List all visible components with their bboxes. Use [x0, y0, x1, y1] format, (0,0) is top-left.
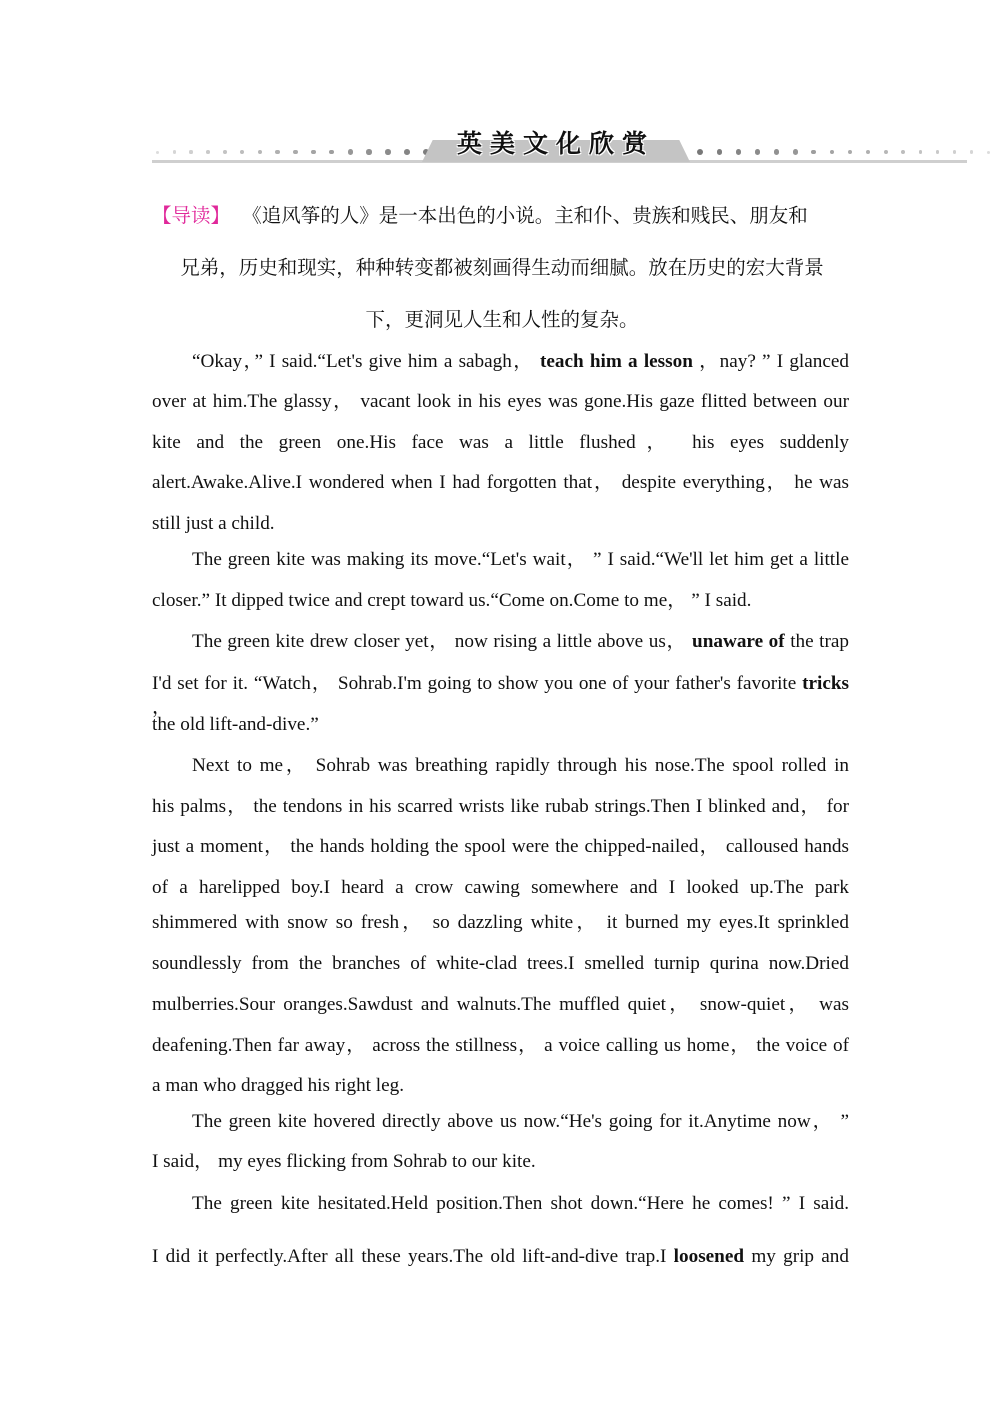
intro-block [152, 190, 852, 346]
banner-dot [366, 149, 371, 154]
passage-line [152, 1150, 849, 1174]
passage-text: I did it perfectly.After all these years.The old lift-and-dive trap.I [152, 1246, 674, 1267]
banner-dot [258, 150, 262, 154]
passage-text: I said， my eyes flicking from Sohrab to our kite. [152, 1151, 536, 1172]
banner-dot [830, 150, 835, 155]
passage-line [152, 1245, 849, 1269]
passage-text: my grip and [751, 1246, 849, 1267]
passage-line [152, 548, 849, 572]
banner-dot [866, 150, 870, 154]
passage-line [152, 952, 849, 976]
passage-line [152, 713, 849, 737]
banner-dot [717, 149, 723, 155]
passage-line [152, 350, 849, 374]
passage-text: ， [152, 697, 172, 718]
passage-line [152, 471, 849, 495]
passage-line [152, 630, 849, 654]
passage-line [152, 431, 849, 455]
banner-dot [793, 149, 798, 154]
banner-dot [240, 150, 244, 154]
banner-dot [970, 150, 973, 153]
banner-dot [755, 149, 760, 154]
passage-text: of a harelipped boy.I heard a crow cawing somewhere and I looked up.The park [152, 877, 849, 898]
banner-dot [329, 150, 334, 155]
banner-dot [936, 150, 940, 154]
banner-dot [736, 149, 742, 155]
vocab-highlight: loosened [673, 1246, 752, 1267]
passage-text: over at him.The glassy， vacant look in his eyes was gone.His gaze flitted between our [152, 391, 849, 412]
intro-line-2: 兄弟，历史和现实，种种转变都被刻画得生动而细腻。放在历史的宏大背景 [180, 256, 824, 279]
passage-text: his palms， the tendons in his scarred wrists like rubab strings.Then I blinked and， for [152, 796, 849, 817]
vocab-highlight: unaware of [692, 631, 791, 652]
banner-dot [275, 150, 279, 154]
passage-line [152, 1192, 849, 1216]
vocab-highlight: teach him a lesson [540, 351, 700, 372]
banner-dot [774, 149, 779, 154]
banner-dot [848, 150, 853, 155]
banner-dot [919, 150, 923, 154]
banner-dot [697, 149, 703, 155]
passage-text: The green kite drew closer yet， now rising a little above us， [192, 631, 693, 652]
passage-text: the old lift-and-dive.” [152, 714, 319, 735]
passage-text: the trap [790, 631, 850, 652]
banner-dot [348, 149, 353, 154]
passage-text: shimmered with snow so fresh， so dazzling white， it burned my eyes.It sprinkled [152, 912, 849, 933]
banner-dot [987, 151, 990, 154]
banner-dot [311, 150, 316, 155]
passage-text: The green kite hesitated.Held position.Then shot down.“Here he comes! ” I said. [192, 1193, 849, 1214]
passage-line [152, 1074, 849, 1098]
passage-text: The green kite hovered directly above us now.“He's going for it.Anytime now， ” [192, 1111, 849, 1132]
passage-line [152, 835, 849, 859]
section-title: 英美文化欣赏 [456, 129, 655, 158]
passage-line [152, 876, 849, 900]
intro-tag: 【导读】 [152, 204, 231, 227]
passage-text: Next to me， Sohrab was breathing rapidly through his nose.The spool rolled in [192, 755, 849, 776]
banner-dot [206, 150, 210, 154]
passage-line [152, 754, 849, 778]
passage-text: alert.Awake.Alive.I wondered when I had forgotten that， despite everything， he was [152, 472, 849, 493]
passage-text: kite and the green one.His face was a little flushed， his eyes suddenly [152, 432, 849, 453]
banner-dot [901, 150, 905, 154]
passage-line [152, 512, 849, 536]
passage-line [152, 1034, 849, 1058]
banner-dot [385, 149, 390, 154]
banner-dot [404, 149, 410, 155]
passage-line [152, 1110, 849, 1134]
banner-dots-left [156, 148, 449, 156]
banner-dot [811, 150, 816, 155]
passage-line [152, 911, 849, 935]
intro-text-1: 《追风筝的人》是一本出色的小说。主和仆、贵族和贱民、朋友和 [252, 204, 808, 227]
banner-dot [223, 150, 227, 154]
vocab-highlight: tricks [802, 673, 849, 694]
banner-dot [953, 150, 956, 153]
passage-text: deafening.Then far away， across the stillness， a voice calling us home， the voice of [152, 1035, 849, 1056]
banner-dot [173, 150, 176, 153]
section-banner [152, 126, 967, 166]
passage-text: I'd set for it. “Watch， Sohrab.I'm going to show you one of your father's favorite [152, 673, 803, 694]
intro-line-1 [152, 190, 852, 242]
passage-line [152, 795, 849, 819]
banner-dot [156, 151, 159, 154]
banner-dot [884, 150, 888, 154]
banner-dot [189, 150, 192, 153]
banner-dot [293, 150, 298, 155]
passage-line [152, 672, 849, 718]
passage-text: just a moment， the hands holding the spool were the chipped-nailed， calloused hands [152, 836, 849, 857]
passage-text: closer.” It dipped twice and crept toward us.“Come on.Come to me， ” I said. [152, 590, 752, 611]
passage-text: ，nay? ” I glanced [699, 351, 849, 372]
passage-line [152, 589, 849, 613]
passage-text: a man who dragged his right leg. [152, 1075, 405, 1096]
banner-dots-right [697, 148, 990, 156]
passage-text: The green kite was making its move.“Let's wait， ” I said.“We'll let him get a little [192, 549, 849, 570]
passage-text: soundlessly from the branches of white-clad trees.I smelled turnip qurina now.Dried [152, 953, 849, 974]
passage-text: “Okay，” I said.“Let's give him a sabagh， [192, 351, 541, 372]
passage-line [152, 390, 849, 414]
passage-text: still just a child. [152, 513, 275, 534]
passage-line [152, 993, 849, 1017]
passage-text: mulberries.Sour oranges.Sawdust and walnuts.The muffled quiet， snow-quiet， was [152, 994, 849, 1015]
intro-line-3: 下，更洞见人生和人性的复杂。 [365, 308, 639, 331]
